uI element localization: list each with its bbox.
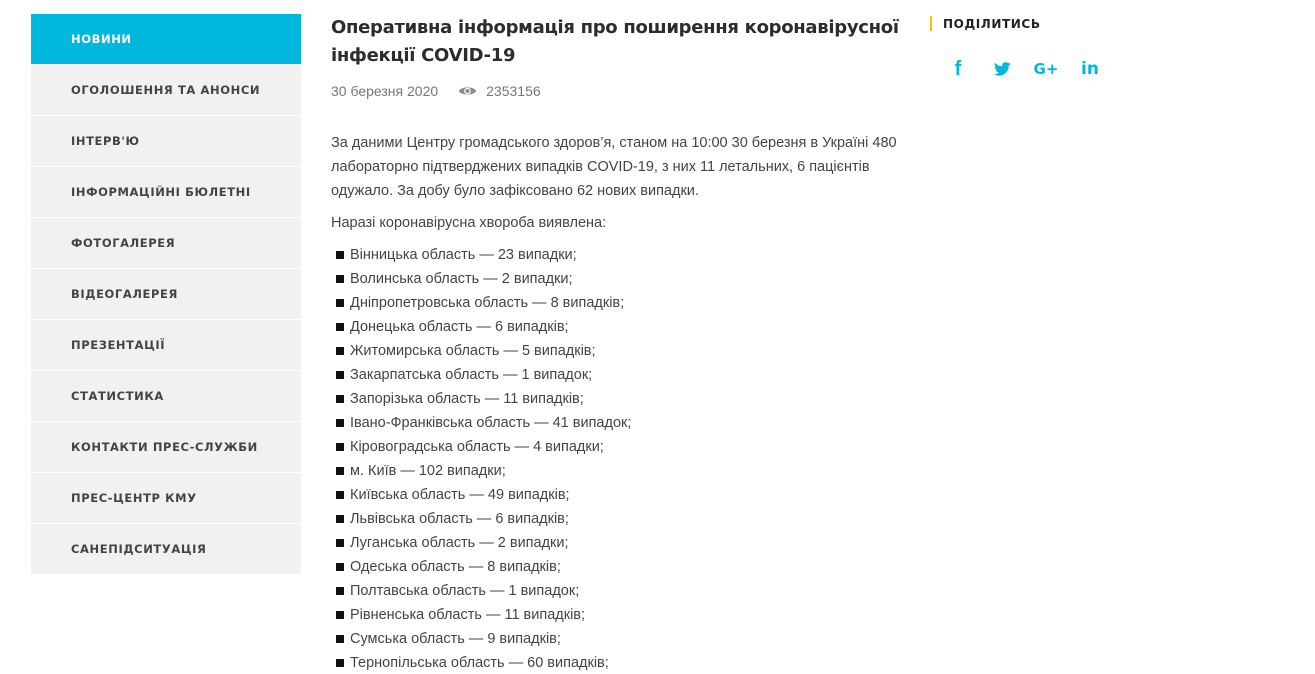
share-icons <box>940 55 1116 83</box>
list-item <box>331 555 901 579</box>
sidebar-item[interactable]: СТАТИСТИКА <box>31 371 301 421</box>
article-title: Оперативна інформація про поширення коронавірусної інфекції COVID-19 <box>331 17 899 66</box>
region-text: Сумська область — 9 випадків; <box>350 631 561 647</box>
bullet-icon <box>336 587 344 595</box>
list-item <box>331 507 901 531</box>
sidebar-item[interactable]: ІНТЕРВ'Ю <box>31 116 301 166</box>
linkedin-glyph: in <box>1081 59 1099 79</box>
sidebar-item[interactable]: ПРЕС-ЦЕНТР КМУ <box>31 473 301 523</box>
share-title: ПОДІЛИТИСЬ <box>943 16 1041 31</box>
bullet-icon <box>336 635 344 643</box>
list-item <box>331 531 901 555</box>
sidebar-nav <box>31 14 301 575</box>
region-text: Рівненська область — 11 випадків; <box>350 607 586 623</box>
bullet-icon <box>336 275 344 283</box>
bullet-icon <box>336 347 344 355</box>
list-item <box>331 411 901 435</box>
facebook-glyph: f <box>954 57 962 80</box>
sidebar-item[interactable]: ВІДЕОГАЛЕРЕЯ <box>31 269 301 319</box>
sidebar-item[interactable]: ФОТОГАЛЕРЕЯ <box>31 218 301 268</box>
region-text: Луганська область — 2 випадки; <box>350 535 569 551</box>
twitter-icon[interactable] <box>984 55 1020 83</box>
sidebar-item[interactable]: КОНТАКТИ ПРЕС-СЛУЖБИ <box>31 422 301 472</box>
sidebar-item[interactable]: НОВИНИ <box>31 14 301 64</box>
region-list <box>331 243 901 674</box>
article-intro: За даними Центру громадського здоров’я, станом на 10:00 30 березня в Україні 480 лабораторно підтверджених випадків COVID-19, з них 11 летальних, 6 пацієнтів одужало. За добу було зафіксовано 62 нових випадки. <box>331 135 897 199</box>
share-block <box>930 16 1116 83</box>
article-meta <box>331 83 901 99</box>
list-item <box>331 387 901 411</box>
views-count: 2353156 <box>486 83 541 99</box>
list-item <box>331 291 901 315</box>
bullet-icon <box>336 659 344 667</box>
article <box>331 14 901 674</box>
bullet-icon <box>336 539 344 547</box>
views-counter <box>458 83 541 99</box>
bullet-icon <box>336 563 344 571</box>
bullet-icon <box>336 323 344 331</box>
bullet-icon <box>336 491 344 499</box>
region-text: Волинська область — 2 випадки; <box>350 271 573 287</box>
region-text: Кіровоградська область — 4 випадки; <box>350 439 604 455</box>
eye-icon <box>458 85 477 97</box>
region-text: Донецька область — 6 випадків; <box>350 319 569 335</box>
region-text: Житомирська область — 5 випадків; <box>350 343 596 359</box>
region-text: Полтавська область — 1 випадок; <box>350 583 580 599</box>
article-date: 30 березня 2020 <box>331 83 439 99</box>
list-item <box>331 483 901 507</box>
share-accent-bar <box>930 16 932 31</box>
region-text: Запорізька область — 11 випадків; <box>350 391 584 407</box>
bullet-icon <box>336 515 344 523</box>
bullet-icon <box>336 251 344 259</box>
bullet-icon <box>336 371 344 379</box>
region-text: Дніпропетровська область — 8 випадків; <box>350 295 625 311</box>
article-body <box>331 131 901 674</box>
twitter-bird-icon <box>994 62 1011 76</box>
share-heading <box>930 16 1116 31</box>
region-text: Львівська область — 6 випадків; <box>350 511 569 527</box>
region-text: Тернопільська область — 60 випадків; <box>350 655 609 671</box>
google-plus-icon[interactable] <box>1028 55 1064 83</box>
list-item <box>331 459 901 483</box>
list-item <box>331 315 901 339</box>
linkedin-icon[interactable] <box>1072 55 1108 83</box>
list-item <box>331 243 901 267</box>
list-item <box>331 627 901 651</box>
region-text: м. Київ — 102 випадки; <box>350 463 506 479</box>
region-text: Івано-Франківська область — 41 випадок; <box>350 415 632 431</box>
sidebar-item[interactable]: ІНФОРМАЦІЙНІ БЮЛЕТНІ <box>31 167 301 217</box>
sidebar-item[interactable]: ОГОЛОШЕННЯ ТА АНОНСИ <box>31 65 301 115</box>
bullet-icon <box>336 395 344 403</box>
bullet-icon <box>336 443 344 451</box>
region-text: Одеська область — 8 випадків; <box>350 559 561 575</box>
bullet-icon <box>336 467 344 475</box>
sidebar-item[interactable]: ПРЕЗЕНТАЦІЇ <box>31 320 301 370</box>
sidebar-item[interactable]: САНЕПІДСИТУАЦІЯ <box>31 524 301 574</box>
bullet-icon <box>336 419 344 427</box>
facebook-icon[interactable] <box>940 55 976 83</box>
bullet-icon <box>336 611 344 619</box>
list-item <box>331 435 901 459</box>
google-plus-glyph: G+ <box>1033 60 1059 78</box>
region-text: Київська область — 49 випадків; <box>350 487 570 503</box>
list-item <box>331 267 901 291</box>
region-text: Вінницька область — 23 випадки; <box>350 247 577 263</box>
list-item <box>331 651 901 674</box>
list-item <box>331 603 901 627</box>
list-intro: Наразі коронавірусна хвороба виявлена: <box>331 215 607 231</box>
region-text: Закарпатська область — 1 випадок; <box>350 367 593 383</box>
list-item <box>331 579 901 603</box>
list-item <box>331 339 901 363</box>
list-item <box>331 363 901 387</box>
bullet-icon <box>336 299 344 307</box>
